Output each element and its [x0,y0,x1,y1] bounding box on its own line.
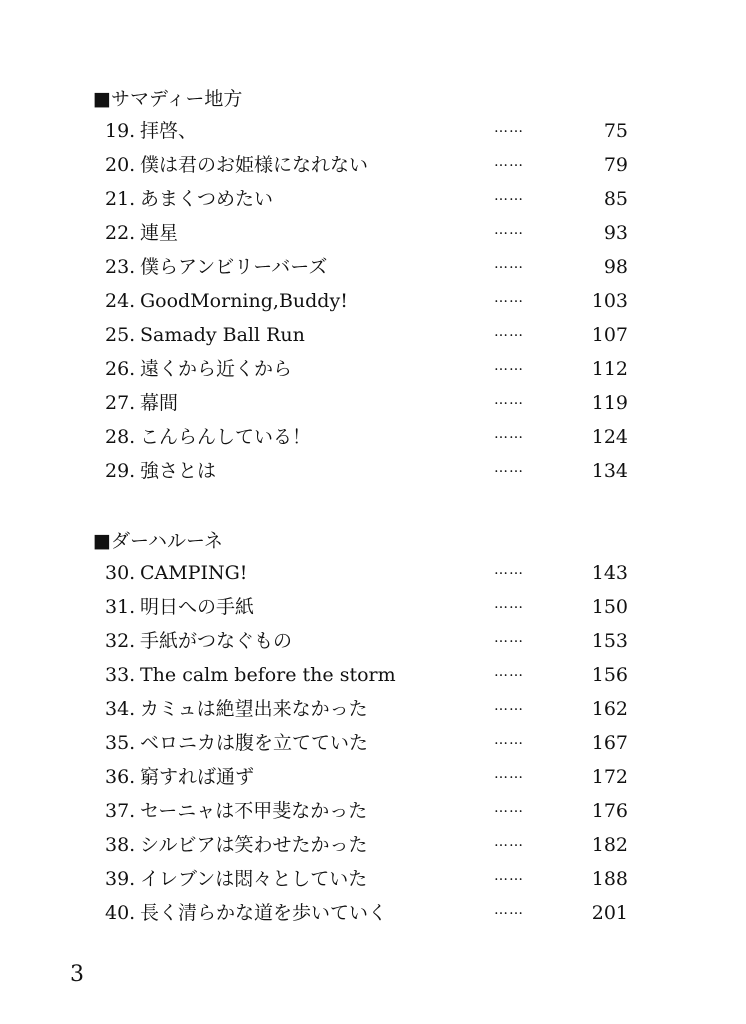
toc-entry [0,250,746,284]
toc-entry [0,556,746,590]
entry-page-number: 79 [603,154,628,176]
entry-page-number: 85 [603,188,628,210]
entry-leader: …… [494,562,524,578]
entry-title: 強さとは [140,460,217,482]
entry-number: 24. [105,290,136,312]
entry-number: 32. [105,630,136,652]
toc-entry [0,148,746,182]
toc-entry [0,182,746,216]
entry-title: 遠くから近くから [140,358,293,380]
entry-number: 29. [105,460,136,482]
entry-leader: …… [494,460,524,476]
entry-number: 31. [105,596,136,618]
toc-entry [0,318,746,352]
entry-leader: …… [494,596,524,612]
entry-number: 36. [105,766,136,788]
entry-page-number: 124 [591,426,628,448]
entry-title: 幕間 [140,392,179,414]
entry-number: 40. [105,902,136,924]
entry-title: 連星 [140,222,179,244]
entry-title: 窮すれば通ず [140,766,255,788]
entry-title: 拝啓、 [140,120,198,142]
toc-entry [0,420,746,454]
entry-page-number: 167 [591,732,628,754]
entry-leader: …… [494,732,524,748]
toc-entry [0,896,746,930]
entry-page-number: 162 [591,698,628,720]
toc-entry [0,590,746,624]
toc-list [0,556,746,930]
entry-page-number: 93 [603,222,628,244]
toc-entry [0,828,746,862]
entry-title: イレブンは悶々としていた [140,868,368,890]
entry-leader: …… [494,324,524,340]
entry-title: Samady Ball Run [140,324,305,346]
entry-title: シルビアは笑わせたかった [140,834,368,856]
section-title: ■サマディー地方 [93,88,243,110]
entry-title: カミュは絶望出来なかった [140,698,368,720]
entry-page-number: 134 [591,460,628,482]
entry-leader: …… [494,188,524,204]
entry-title: GoodMorning,Buddy! [140,290,348,312]
entry-number: 37. [105,800,136,822]
entry-number: 26. [105,358,136,380]
entry-title: 明日への手紙 [140,596,255,618]
entry-leader: …… [494,664,524,680]
entry-leader: …… [494,392,524,408]
toc-list [0,114,746,488]
entry-page-number: 201 [591,902,628,924]
toc-entry [0,454,746,488]
section-title: ■ダーハルーネ [93,530,224,552]
entry-number: 35. [105,732,136,754]
entry-page-number: 98 [603,256,628,278]
entry-page-number: 188 [591,868,628,890]
toc-entry [0,386,746,420]
entry-number: 21. [105,188,136,210]
entry-page-number: 75 [603,120,628,142]
entry-page-number: 153 [591,630,628,652]
entry-number: 33. [105,664,136,686]
entry-title: The calm before the storm [140,664,396,686]
toc-entry [0,352,746,386]
entry-page-number: 143 [591,562,628,584]
entry-leader: …… [494,868,524,884]
entry-number: 22. [105,222,136,244]
entry-page-number: 112 [591,358,628,380]
entry-title: 僕らアンビリーバーズ [140,256,328,278]
entry-page-number: 176 [591,800,628,822]
entry-title: 僕は君のお姫様になれない [140,154,369,176]
toc-entry [0,692,746,726]
entry-title: ベロニカは腹を立てていた [140,732,369,754]
entry-number: 19. [105,120,136,142]
entry-leader: …… [494,256,524,272]
toc-entry [0,760,746,794]
page-number: 3 [70,962,84,987]
entry-number: 30. [105,562,136,584]
entry-leader: …… [494,766,524,782]
entry-title: セーニャは不甲斐なかった [140,800,368,822]
entry-number: 28. [105,426,136,448]
entry-leader: …… [494,630,524,646]
entry-leader: …… [494,358,524,374]
entry-leader: …… [494,426,524,442]
toc-entry [0,726,746,760]
toc-entry [0,216,746,250]
entry-title: あまくつめたい [140,188,274,210]
entry-title: 手紙がつなぐもの [140,630,293,652]
toc-entry [0,284,746,318]
entry-title: CAMPING! [140,562,248,584]
entry-leader: …… [494,290,524,306]
entry-number: 39. [105,868,136,890]
entry-leader: …… [494,120,524,136]
entry-number: 23. [105,256,136,278]
entry-page-number: 182 [591,834,628,856]
entry-page-number: 150 [591,596,628,618]
entry-title: こんらんしている！ [140,426,312,448]
toc-entry [0,624,746,658]
entry-leader: …… [494,154,524,170]
entry-number: 25. [105,324,136,346]
entry-number: 27. [105,392,136,414]
entry-leader: …… [494,902,524,918]
entry-number: 34. [105,698,136,720]
toc-entry [0,658,746,692]
toc-entry [0,862,746,896]
toc-entry [0,114,746,148]
entry-page-number: 107 [591,324,628,346]
entry-page-number: 119 [591,392,628,414]
entry-leader: …… [494,834,524,850]
toc-entry [0,794,746,828]
entry-leader: …… [494,222,524,238]
entry-page-number: 172 [591,766,628,788]
entry-number: 38. [105,834,136,856]
entry-title: 長く清らかな道を歩いていく [140,902,388,924]
entry-page-number: 103 [591,290,628,312]
entry-number: 20. [105,154,136,176]
entry-leader: …… [494,800,524,816]
entry-leader: …… [494,698,524,714]
entry-page-number: 156 [591,664,628,686]
